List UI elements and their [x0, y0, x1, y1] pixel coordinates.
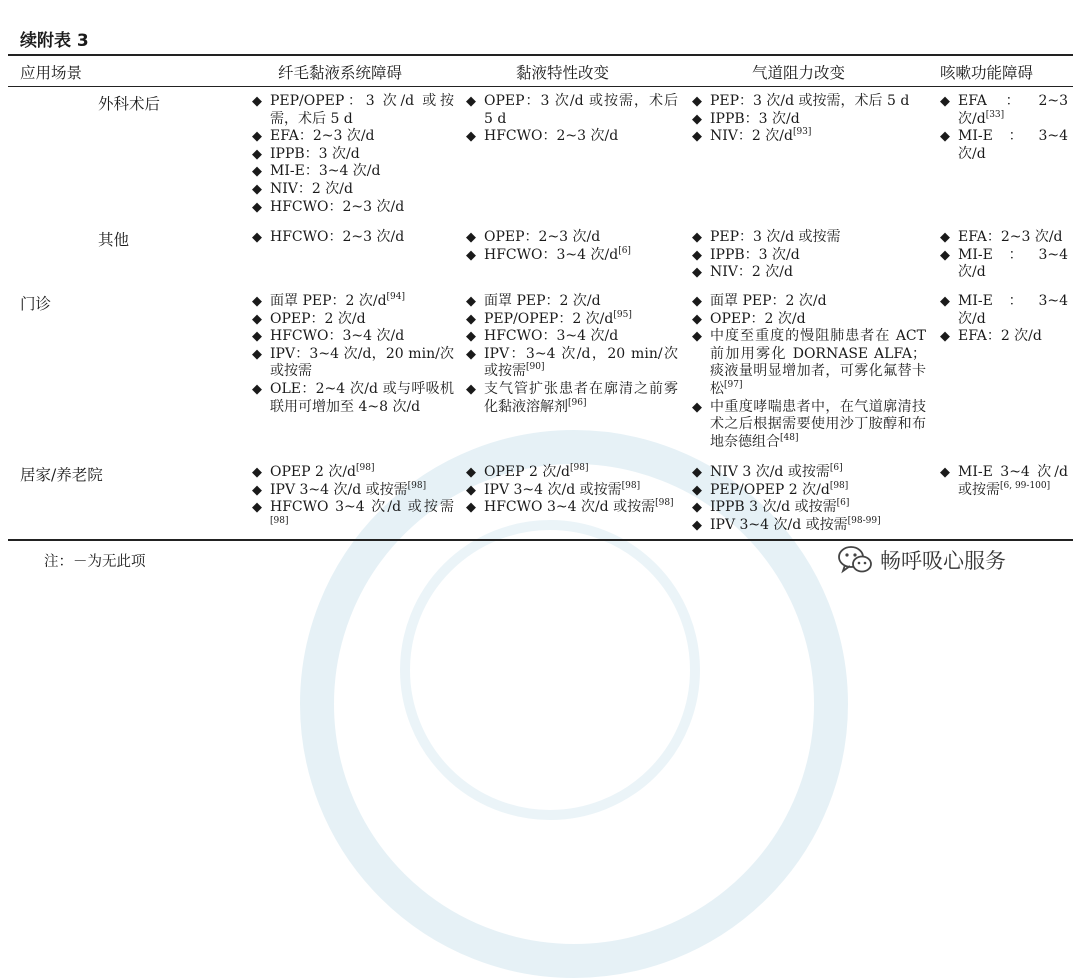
diamond-bullet-icon: ◆ — [940, 329, 950, 345]
diamond-bullet-icon: ◆ — [692, 500, 702, 516]
list-item — [252, 346, 454, 381]
list-item — [252, 464, 454, 482]
list-item-text — [484, 328, 678, 346]
list-item — [692, 247, 926, 265]
item-text: IPPB：3 次/d — [270, 145, 360, 162]
item-text: OPEP 2 次/d — [270, 464, 357, 480]
list-item-text — [270, 328, 454, 346]
header-cilia: 纤毛黏液系统障碍 — [278, 64, 403, 82]
diamond-bullet-icon: ◆ — [692, 265, 702, 281]
diamond-bullet-icon: ◆ — [692, 482, 702, 498]
table-cell — [252, 293, 454, 416]
scene-label: 外科术后 — [98, 95, 161, 113]
item-text: HFCWO 3~4 次/d 或按需 — [484, 499, 656, 516]
item-text: OPEP：2~3 次/d — [484, 229, 601, 245]
diamond-bullet-icon: ◆ — [252, 311, 262, 327]
item-text: PEP/OPEP：2 次/d — [484, 310, 614, 327]
diamond-bullet-icon: ◆ — [252, 146, 262, 162]
citation-ref: [98] — [829, 480, 849, 491]
citation-ref: [98] — [407, 480, 427, 491]
list-item — [692, 399, 926, 452]
diamond-bullet-icon: ◆ — [252, 199, 262, 215]
item-text: IPPB：3 次/d — [710, 246, 800, 263]
list-item — [692, 499, 926, 517]
table-cell — [252, 93, 454, 216]
diamond-bullet-icon: ◆ — [466, 294, 476, 309]
list-item — [466, 128, 678, 146]
item-text: HFCWO 3~4 次/d 或按需 — [270, 499, 454, 516]
item-text: HFCWO：2~3 次/d — [270, 229, 405, 245]
citation-ref: [96] — [568, 397, 587, 408]
diamond-bullet-icon: ◆ — [466, 311, 476, 327]
list-item — [466, 311, 678, 329]
list-item — [692, 482, 926, 500]
item-text: MI-E：3~4 次/d — [958, 128, 1068, 162]
item-text: IPPB：3 次/d — [710, 110, 800, 127]
diamond-bullet-icon: ◆ — [252, 230, 262, 245]
table-footnote: 注：－为无此项 — [44, 554, 146, 570]
list-item-text — [270, 128, 454, 146]
table-bottom-rule — [8, 539, 1073, 541]
list-item-text — [270, 146, 454, 164]
list-item — [252, 328, 454, 346]
list-item-text — [710, 399, 926, 452]
list-item — [466, 346, 678, 381]
diamond-bullet-icon: ◆ — [692, 329, 702, 345]
table-cell — [940, 93, 1068, 163]
item-text: IPV：3~4 次/d，20 min/次或按需 — [270, 345, 454, 380]
list-item-text — [958, 128, 1068, 163]
diamond-bullet-icon: ◆ — [692, 94, 702, 109]
list-item — [940, 328, 1068, 346]
list-item-text — [270, 229, 454, 247]
diamond-bullet-icon: ◆ — [466, 94, 476, 109]
list-item-text — [484, 381, 678, 416]
item-text: MI-E：3~4 次/d — [958, 293, 1068, 327]
diamond-bullet-icon: ◆ — [692, 465, 702, 480]
header-mucus: 黏液特性改变 — [516, 64, 610, 82]
diamond-bullet-icon: ◆ — [692, 294, 702, 309]
brand-name: 畅呼吸心服务 — [880, 549, 1006, 573]
list-item — [466, 381, 678, 416]
diamond-bullet-icon: ◆ — [940, 230, 950, 245]
item-text: NIV：2 次/d — [270, 180, 353, 197]
diamond-bullet-icon: ◆ — [466, 247, 476, 263]
item-text: IPV 3~4 次/d 或按需 — [710, 516, 848, 533]
item-text: IPV 3~4 次/d 或按需 — [270, 481, 408, 498]
table-cell — [940, 293, 1068, 346]
list-item — [466, 328, 678, 346]
list-item-text — [484, 128, 678, 146]
table-top-rule — [8, 54, 1073, 56]
citation-ref: [6] — [829, 463, 843, 473]
citation-ref: [98] — [655, 498, 674, 509]
list-item — [692, 229, 926, 247]
table-cell — [466, 293, 678, 416]
list-item — [252, 93, 454, 128]
list-item — [940, 229, 1068, 247]
table-header-rule — [8, 86, 1073, 87]
citation-ref: [98] — [270, 515, 289, 526]
item-text: EFA：2 次/d — [958, 328, 1042, 345]
list-item — [466, 499, 678, 517]
diamond-bullet-icon: ◆ — [252, 381, 262, 397]
list-item — [252, 146, 454, 164]
list-item-text — [710, 517, 926, 535]
scene-label: 门诊 — [20, 295, 52, 313]
table-cell — [466, 464, 678, 517]
item-text: 面罩 PEP：2 次/d — [710, 293, 827, 309]
list-item-text — [958, 328, 1068, 346]
list-item-text — [270, 464, 454, 482]
item-text: HFCWO：3~4 次/d — [270, 328, 405, 345]
citation-ref: [98] — [356, 463, 375, 473]
diamond-bullet-icon: ◆ — [466, 465, 476, 480]
table-cell — [692, 293, 926, 451]
list-item-text — [958, 247, 1068, 282]
list-item — [940, 128, 1068, 163]
list-item-text — [484, 247, 678, 265]
list-item — [466, 293, 678, 311]
list-item-text — [484, 93, 678, 128]
diamond-bullet-icon: ◆ — [252, 94, 262, 109]
list-item — [252, 293, 454, 311]
citation-ref: [98] — [621, 480, 641, 491]
item-text: 中度至重度的慢阻肺患者在 ACT 前加用雾化 DORNASE ALFA；痰液量明显增加者，可雾化氟替卡松 — [710, 328, 926, 397]
item-text: 面罩 PEP：2 次/d — [484, 293, 601, 309]
item-text: 中重度哮喘患者中，在气道廓清技术之后根据需要使用沙丁胺醇和布地奈德组合 — [710, 398, 926, 450]
diamond-bullet-icon: ◆ — [252, 329, 262, 345]
diamond-bullet-icon: ◆ — [940, 294, 950, 309]
diamond-bullet-icon: ◆ — [466, 346, 476, 362]
item-text: OPEP：2 次/d — [710, 310, 806, 327]
diamond-bullet-icon: ◆ — [466, 500, 476, 516]
citation-ref: [95] — [613, 309, 632, 320]
item-text: PEP/OPEP 2 次/d — [710, 481, 830, 498]
list-item — [692, 293, 926, 311]
diamond-bullet-icon: ◆ — [252, 346, 262, 362]
item-text: NIV：2 次/d — [710, 264, 793, 281]
list-item-text — [710, 482, 926, 500]
list-item — [692, 311, 926, 329]
list-item — [252, 482, 454, 500]
citation-ref: [97] — [724, 379, 743, 390]
header-airway: 气道阻力改变 — [752, 64, 846, 82]
table-title: 续附表 3 — [20, 31, 89, 51]
scene-label: 其他 — [98, 231, 130, 249]
diamond-bullet-icon: ◆ — [692, 247, 702, 263]
item-text: OLE：2~4 次/d 或与呼吸机联用可增加至 4~8 次/d — [270, 380, 454, 415]
diamond-bullet-icon: ◆ — [252, 129, 262, 145]
item-text: MI-E：3~4 次/d — [270, 163, 381, 180]
item-text: EFA：2~3 次/d — [958, 93, 1068, 127]
item-text: PEP：3 次/d 或按需 — [710, 229, 841, 245]
item-text: OPEP：3 次/d 或按需，术后 5 d — [484, 93, 678, 127]
item-text: OPEP 2 次/d — [484, 464, 571, 480]
list-item-text — [710, 328, 926, 398]
diamond-bullet-icon: ◆ — [252, 482, 262, 498]
list-item-text — [710, 247, 926, 265]
table-cell — [466, 93, 678, 146]
diamond-bullet-icon: ◆ — [466, 381, 476, 397]
table-cell — [466, 229, 678, 264]
list-item — [940, 93, 1068, 128]
diamond-bullet-icon: ◆ — [252, 181, 262, 197]
diamond-bullet-icon: ◆ — [692, 517, 702, 533]
list-item — [692, 128, 926, 146]
citation-ref: [6, 99-100] — [1000, 480, 1051, 491]
list-item — [252, 229, 454, 247]
item-text: MI-E 3~4 次/d 或按需 — [958, 464, 1068, 498]
list-item — [252, 381, 454, 416]
list-item-text — [484, 293, 678, 311]
list-item — [466, 229, 678, 247]
brand-watermark — [838, 545, 1006, 575]
list-item — [252, 163, 454, 181]
list-item — [252, 128, 454, 146]
item-text: MI-E：3~4 次/d — [958, 246, 1068, 281]
diamond-bullet-icon: ◆ — [466, 329, 476, 345]
scene-label: 居家/养老院 — [20, 466, 103, 484]
item-text: HFCWO：3~4 次/d — [484, 246, 619, 263]
table-cell — [692, 229, 926, 282]
item-text: EFA：2~3 次/d — [270, 128, 375, 145]
citation-ref: [98] — [570, 463, 589, 473]
diamond-bullet-icon: ◆ — [252, 500, 262, 516]
list-item — [692, 93, 926, 111]
diamond-bullet-icon: ◆ — [940, 94, 950, 109]
list-item — [466, 247, 678, 265]
list-item-text — [270, 311, 454, 329]
header-scene: 应用场景 — [20, 64, 83, 82]
table-cell — [940, 229, 1068, 282]
table-cell — [692, 464, 926, 534]
table-cell — [692, 93, 926, 146]
diamond-bullet-icon: ◆ — [692, 111, 702, 127]
list-item-text — [710, 464, 926, 482]
item-text: HFCWO：2~3 次/d — [270, 198, 405, 215]
list-item — [252, 311, 454, 329]
item-text: IPPB 3 次/d 或按需 — [710, 499, 837, 516]
list-item-text — [710, 293, 926, 311]
list-item-text — [710, 128, 926, 146]
diamond-bullet-icon: ◆ — [692, 399, 702, 415]
watermark-seal-inner — [400, 520, 700, 820]
list-item-text — [270, 293, 454, 311]
item-text: IPV：3~4 次/d，20 min/次或按需 — [484, 345, 678, 380]
citation-ref: [90] — [526, 362, 545, 373]
list-item-text — [484, 346, 678, 381]
diamond-bullet-icon: ◆ — [940, 465, 950, 480]
list-item — [466, 464, 678, 482]
item-text: HFCWO：2~3 次/d — [484, 128, 619, 145]
list-item-text — [710, 499, 926, 517]
list-item-text — [270, 93, 454, 128]
diamond-bullet-icon: ◆ — [252, 164, 262, 180]
citation-ref: [93] — [792, 127, 812, 138]
table-cell — [252, 464, 454, 534]
list-item-text — [270, 482, 454, 500]
list-item — [252, 199, 454, 217]
list-item-text — [710, 111, 926, 129]
list-item-text — [958, 93, 1068, 128]
list-item-text — [710, 264, 926, 282]
list-item — [692, 264, 926, 282]
diamond-bullet-icon: ◆ — [940, 129, 950, 145]
list-item — [466, 93, 678, 128]
citation-ref: [48] — [780, 432, 799, 443]
table-cell — [940, 464, 1068, 499]
item-text: NIV 3 次/d 或按需 — [710, 464, 830, 480]
list-item-text — [484, 229, 678, 247]
diamond-bullet-icon: ◆ — [466, 230, 476, 245]
list-item-text — [958, 229, 1068, 247]
item-text: 支气管扩张患者在廓清之前雾化黏液溶解剂 — [484, 380, 678, 415]
list-item-text — [958, 464, 1068, 499]
list-item-text — [270, 499, 454, 534]
list-item — [940, 293, 1068, 328]
item-text: NIV：2 次/d — [710, 128, 793, 145]
list-item-text — [270, 199, 454, 217]
diamond-bullet-icon: ◆ — [466, 482, 476, 498]
item-text: OPEP：2 次/d — [270, 310, 366, 327]
list-item — [940, 464, 1068, 499]
list-item — [692, 464, 926, 482]
citation-ref: [98-99] — [847, 515, 881, 526]
diamond-bullet-icon: ◆ — [252, 294, 262, 309]
citation-ref: [94] — [386, 292, 406, 302]
list-item-text — [270, 181, 454, 199]
item-text: EFA：2~3 次/d — [958, 229, 1063, 245]
list-item-text — [710, 229, 926, 247]
header-cough: 咳嗽功能障碍 — [940, 64, 1034, 82]
list-item-text — [270, 381, 454, 416]
item-text: PEP：3 次/d 或按需，术后 5 d — [710, 93, 910, 109]
list-item-text — [710, 311, 926, 329]
diamond-bullet-icon: ◆ — [466, 129, 476, 145]
list-item — [692, 328, 926, 398]
wechat-chat-icon — [838, 545, 872, 575]
item-text: PEP/OPEP：3 次/d 或按需，术后 5 d — [270, 93, 454, 127]
list-item — [940, 247, 1068, 282]
list-item-text — [484, 499, 678, 517]
list-item-text — [484, 464, 678, 482]
diamond-bullet-icon: ◆ — [692, 311, 702, 327]
item-text: HFCWO：3~4 次/d — [484, 328, 619, 345]
list-item — [692, 111, 926, 129]
item-text: IPV 3~4 次/d 或按需 — [484, 481, 622, 498]
list-item — [466, 482, 678, 500]
list-item — [692, 517, 926, 535]
list-item — [252, 499, 454, 534]
list-item-text — [270, 346, 454, 381]
diamond-bullet-icon: ◆ — [940, 247, 950, 263]
list-item-text — [484, 482, 678, 500]
citation-ref: [6] — [618, 245, 631, 256]
diamond-bullet-icon: ◆ — [252, 465, 262, 480]
citation-ref: [6] — [836, 498, 850, 509]
list-item-text — [710, 93, 926, 111]
list-item-text — [270, 163, 454, 181]
diamond-bullet-icon: ◆ — [692, 230, 702, 245]
item-text: 面罩 PEP：2 次/d — [270, 293, 387, 309]
list-item-text — [484, 311, 678, 329]
list-item-text — [958, 293, 1068, 328]
citation-ref: [33] — [985, 109, 1005, 120]
diamond-bullet-icon: ◆ — [692, 129, 702, 145]
table-cell — [252, 229, 454, 247]
list-item — [252, 181, 454, 199]
